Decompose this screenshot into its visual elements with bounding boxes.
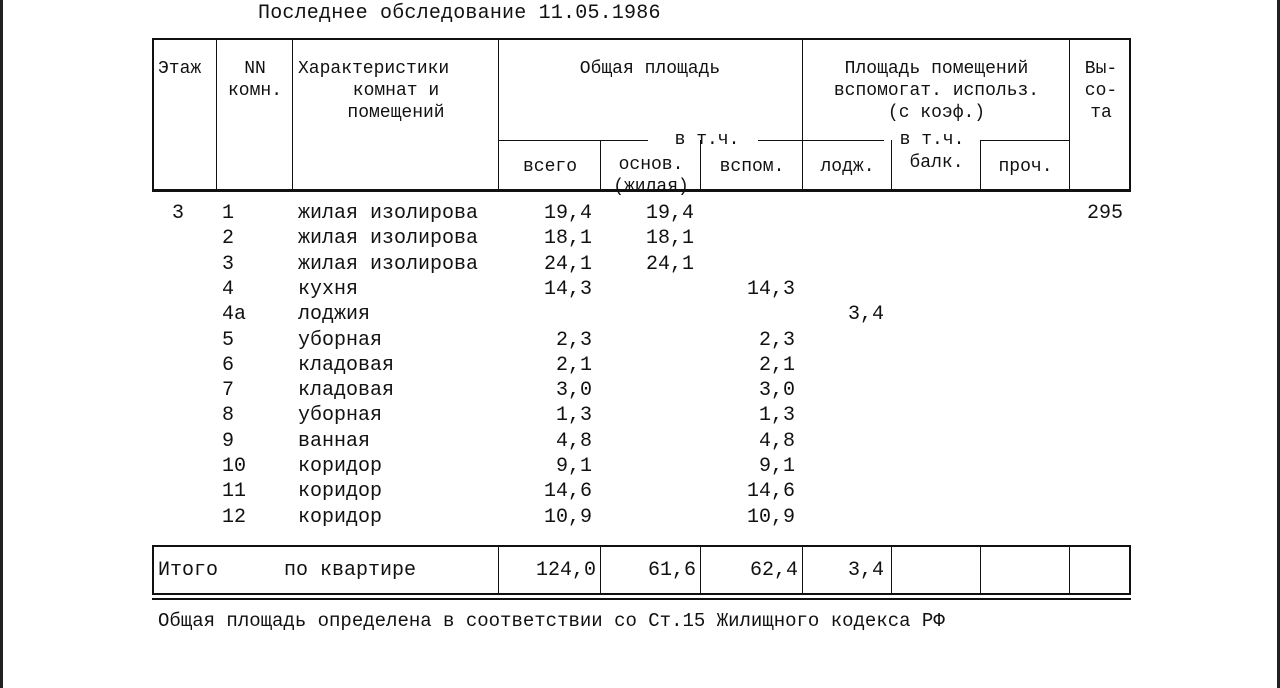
room-name: уборная	[298, 329, 383, 352]
header-height: Вы- со- та	[1084, 59, 1118, 123]
header-incl-2: в т.ч.	[899, 130, 965, 150]
room-total: 14,6	[543, 480, 592, 503]
table-row	[0, 329, 1280, 354]
survey-date: Последнее обследование 11.05.1986	[258, 2, 661, 25]
table-row	[0, 202, 1280, 227]
header-characteristics: Характеристики комнат и помещений	[298, 59, 450, 123]
room-total: 9,1	[555, 455, 592, 478]
totals-loggia: 3,4	[847, 559, 884, 582]
divider	[152, 598, 1131, 600]
header-room-no: NN комн.	[227, 59, 282, 101]
header-floor: Этаж	[158, 59, 202, 79]
room-aux: 3,0	[758, 379, 795, 402]
room-no: 2	[222, 227, 235, 250]
room-name: кладовая	[298, 379, 395, 402]
room-no: 4	[222, 278, 235, 301]
room-total: 19,4	[543, 202, 592, 225]
room-no: 9	[222, 430, 235, 453]
room-no: 8	[222, 404, 235, 427]
room-name: кладовая	[298, 354, 395, 377]
room-main: 19,4	[645, 202, 694, 225]
room-name: жилая изолирова	[298, 253, 479, 276]
room-aux: 4,8	[758, 430, 795, 453]
header-loggia: лодж.	[820, 157, 875, 177]
room-no: 11	[222, 480, 247, 503]
room-no: 10	[222, 455, 247, 478]
room-no: 3	[222, 253, 235, 276]
room-aux: 14,3	[746, 278, 795, 301]
totals-total: 124,0	[535, 559, 596, 582]
room-main: 24,1	[645, 253, 694, 276]
room-total: 2,1	[555, 354, 592, 377]
table-header	[152, 38, 1131, 197]
header-total-area: Общая площадь	[579, 59, 721, 79]
divider	[802, 140, 884, 141]
table-row	[0, 480, 1280, 505]
divider	[1069, 547, 1070, 593]
room-main: 18,1	[645, 227, 694, 250]
divider	[802, 547, 803, 593]
divider	[498, 547, 499, 593]
table-row	[0, 379, 1280, 404]
divider	[700, 547, 701, 593]
area-note: Общая площадь определена в соответствии со Ст.15 Жилищного кодекса РФ	[158, 610, 945, 632]
room-total: 2,3	[555, 329, 592, 352]
room-aux: 2,1	[758, 354, 795, 377]
room-aux: 2,3	[758, 329, 795, 352]
room-loggia: 3,4	[847, 303, 884, 326]
room-total: 14,3	[543, 278, 592, 301]
divider	[152, 593, 1131, 595]
header-total: всего	[522, 157, 577, 177]
room-total: 24,1	[543, 253, 592, 276]
room-no: 7	[222, 379, 235, 402]
room-name: коридор	[298, 455, 383, 478]
room-no: 5	[222, 329, 235, 352]
divider	[980, 140, 981, 192]
divider	[292, 40, 293, 192]
room-total: 1,3	[555, 404, 592, 427]
room-aux: 1,3	[758, 404, 795, 427]
table-row	[0, 506, 1280, 531]
header-balcony: балк.	[909, 153, 964, 173]
divider	[980, 547, 981, 593]
room-no: 4а	[222, 303, 247, 326]
room-total: 10,9	[543, 506, 592, 529]
divider	[758, 140, 802, 141]
room-aux: 9,1	[758, 455, 795, 478]
table-row	[0, 278, 1280, 303]
table-row	[0, 455, 1280, 480]
room-no: 12	[222, 506, 247, 529]
room-name: лоджия	[298, 303, 371, 326]
totals-aux: 62,4	[749, 559, 798, 582]
divider	[498, 140, 648, 141]
divider	[980, 140, 1069, 141]
room-name: коридор	[298, 480, 383, 503]
room-name: жилая изолирова	[298, 227, 479, 250]
header-other: проч.	[998, 157, 1053, 177]
room-name: ванная	[298, 430, 371, 453]
header-main: основ. (жилая)	[613, 155, 689, 197]
room-aux: 14,6	[746, 480, 795, 503]
totals-scope: по квартире	[284, 559, 417, 582]
divider	[216, 40, 217, 192]
table-row	[0, 253, 1280, 278]
room-total: 18,1	[543, 227, 592, 250]
floor-value: 3	[172, 202, 185, 225]
header-aux-area: Площадь помещений вспомогат. использ. (с коэф.)	[833, 59, 1040, 123]
room-total: 4,8	[555, 430, 592, 453]
table-row	[0, 227, 1280, 252]
room-name: кухня	[298, 278, 359, 301]
divider	[600, 140, 601, 192]
divider	[1069, 40, 1070, 192]
room-total: 3,0	[555, 379, 592, 402]
room-aux: 10,9	[746, 506, 795, 529]
room-name: уборная	[298, 404, 383, 427]
room-name: жилая изолирова	[298, 202, 479, 225]
table-row	[0, 354, 1280, 379]
header-incl-1: в т.ч.	[674, 130, 740, 150]
totals-row	[152, 545, 1131, 593]
room-no: 1	[222, 202, 235, 225]
divider	[802, 40, 803, 192]
table-row	[0, 303, 1280, 328]
room-name: коридор	[298, 506, 383, 529]
room-no: 6	[222, 354, 235, 377]
table-row	[0, 430, 1280, 455]
header-aux: вспом.	[719, 157, 785, 177]
totals-label: Итого	[158, 559, 219, 582]
divider	[891, 547, 892, 593]
divider	[600, 547, 601, 593]
totals-main: 61,6	[647, 559, 696, 582]
height-value: 295	[1087, 202, 1124, 225]
table-row	[0, 404, 1280, 429]
